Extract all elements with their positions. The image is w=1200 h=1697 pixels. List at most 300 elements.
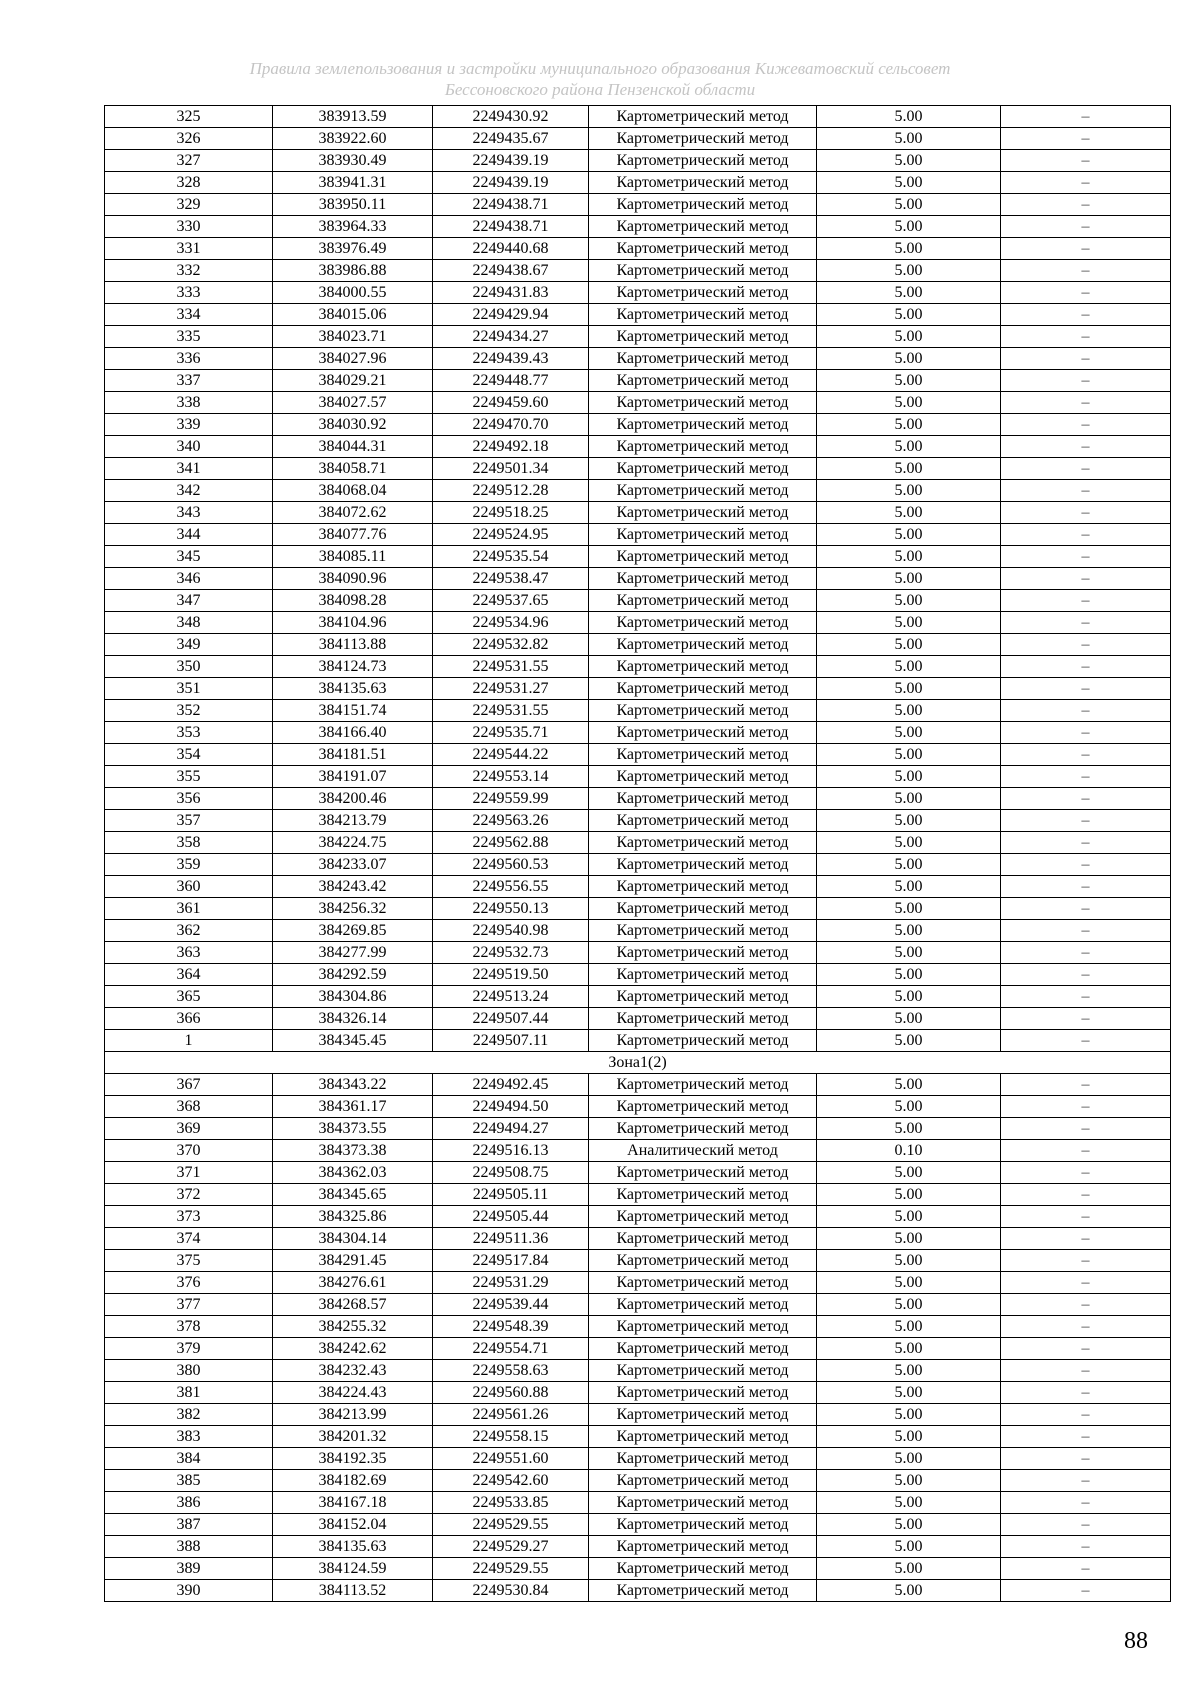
table-row <box>105 106 1171 128</box>
note-cell: – <box>1001 590 1171 612</box>
accuracy-cell: 5.00 <box>817 524 1001 546</box>
accuracy-cell: 5.00 <box>817 854 1001 876</box>
point-number-cell: 343 <box>105 502 273 524</box>
y-coordinate-cell: 2249537.65 <box>433 590 589 612</box>
accuracy-cell: 5.00 <box>817 744 1001 766</box>
table-row <box>105 1250 1171 1272</box>
x-coordinate-cell: 383976.49 <box>273 238 433 260</box>
table-row <box>105 1404 1171 1426</box>
y-coordinate-cell: 2249531.29 <box>433 1272 589 1294</box>
method-cell: Картометрический метод <box>589 150 817 172</box>
x-coordinate-cell: 384030.92 <box>273 414 433 436</box>
accuracy-cell: 5.00 <box>817 766 1001 788</box>
accuracy-cell: 5.00 <box>817 106 1001 128</box>
y-coordinate-cell: 2249563.26 <box>433 810 589 832</box>
note-cell: – <box>1001 1360 1171 1382</box>
method-cell: Картометрический метод <box>589 1404 817 1426</box>
method-cell: Картометрический метод <box>589 282 817 304</box>
y-coordinate-cell: 2249507.11 <box>433 1030 589 1052</box>
point-number-cell: 325 <box>105 106 273 128</box>
accuracy-cell: 5.00 <box>817 458 1001 480</box>
point-number-cell: 331 <box>105 238 273 260</box>
point-number-cell: 330 <box>105 216 273 238</box>
point-number-cell: 385 <box>105 1470 273 1492</box>
y-coordinate-cell: 2249439.19 <box>433 172 589 194</box>
y-coordinate-cell: 2249512.28 <box>433 480 589 502</box>
note-cell: – <box>1001 920 1171 942</box>
method-cell: Картометрический метод <box>589 1382 817 1404</box>
point-number-cell: 356 <box>105 788 273 810</box>
method-cell: Картометрический метод <box>589 546 817 568</box>
note-cell: – <box>1001 1492 1171 1514</box>
method-cell: Картометрический метод <box>589 128 817 150</box>
table-row <box>105 964 1171 986</box>
point-number-cell: 378 <box>105 1316 273 1338</box>
method-cell: Картометрический метод <box>589 1272 817 1294</box>
y-coordinate-cell: 2249531.55 <box>433 656 589 678</box>
y-coordinate-cell: 2249529.27 <box>433 1536 589 1558</box>
zone-header-row <box>105 1052 1171 1074</box>
table-row <box>105 172 1171 194</box>
method-cell: Картометрический метод <box>589 304 817 326</box>
accuracy-cell: 5.00 <box>817 172 1001 194</box>
x-coordinate-cell: 384345.65 <box>273 1184 433 1206</box>
y-coordinate-cell: 2249518.25 <box>433 502 589 524</box>
x-coordinate-cell: 384268.57 <box>273 1294 433 1316</box>
point-number-cell: 360 <box>105 876 273 898</box>
y-coordinate-cell: 2249554.71 <box>433 1338 589 1360</box>
note-cell: – <box>1001 656 1171 678</box>
table-row <box>105 1536 1171 1558</box>
method-cell: Картометрический метод <box>589 1074 817 1096</box>
x-coordinate-cell: 384255.32 <box>273 1316 433 1338</box>
x-coordinate-cell: 384292.59 <box>273 964 433 986</box>
method-cell: Картометрический метод <box>589 1118 817 1140</box>
point-number-cell: 340 <box>105 436 273 458</box>
table-row <box>105 1514 1171 1536</box>
y-coordinate-cell: 2249438.71 <box>433 194 589 216</box>
y-coordinate-cell: 2249494.50 <box>433 1096 589 1118</box>
method-cell: Картометрический метод <box>589 326 817 348</box>
y-coordinate-cell: 2249532.73 <box>433 942 589 964</box>
y-coordinate-cell: 2249438.67 <box>433 260 589 282</box>
method-cell: Картометрический метод <box>589 172 817 194</box>
x-coordinate-cell: 383930.49 <box>273 150 433 172</box>
note-cell: – <box>1001 1096 1171 1118</box>
x-coordinate-cell: 384135.63 <box>273 678 433 700</box>
y-coordinate-cell: 2249470.70 <box>433 414 589 436</box>
point-number-cell: 366 <box>105 1008 273 1030</box>
point-number-cell: 361 <box>105 898 273 920</box>
accuracy-cell: 5.00 <box>817 480 1001 502</box>
y-coordinate-cell: 2249492.45 <box>433 1074 589 1096</box>
point-number-cell: 381 <box>105 1382 273 1404</box>
accuracy-cell: 5.00 <box>817 370 1001 392</box>
method-cell: Картометрический метод <box>589 348 817 370</box>
note-cell: – <box>1001 1030 1171 1052</box>
method-cell: Картометрический метод <box>589 480 817 502</box>
point-number-cell: 382 <box>105 1404 273 1426</box>
y-coordinate-cell: 2249492.18 <box>433 436 589 458</box>
table-row <box>105 216 1171 238</box>
accuracy-cell: 5.00 <box>817 1338 1001 1360</box>
point-number-cell: 350 <box>105 656 273 678</box>
y-coordinate-cell: 2249560.88 <box>433 1382 589 1404</box>
accuracy-cell: 5.00 <box>817 1580 1001 1602</box>
method-cell: Картометрический метод <box>589 1228 817 1250</box>
note-cell: – <box>1001 568 1171 590</box>
table-row <box>105 150 1171 172</box>
x-coordinate-cell: 384326.14 <box>273 1008 433 1030</box>
table-row <box>105 986 1171 1008</box>
note-cell: – <box>1001 986 1171 1008</box>
note-cell: – <box>1001 700 1171 722</box>
table-row <box>105 1360 1171 1382</box>
accuracy-cell: 5.00 <box>817 194 1001 216</box>
method-cell: Картометрический метод <box>589 788 817 810</box>
note-cell: – <box>1001 150 1171 172</box>
method-cell: Картометрический метод <box>589 590 817 612</box>
y-coordinate-cell: 2249530.84 <box>433 1580 589 1602</box>
method-cell: Картометрический метод <box>589 1184 817 1206</box>
x-coordinate-cell: 384242.62 <box>273 1338 433 1360</box>
y-coordinate-cell: 2249429.94 <box>433 304 589 326</box>
accuracy-cell: 5.00 <box>817 1096 1001 1118</box>
note-cell: – <box>1001 194 1171 216</box>
method-cell: Картометрический метод <box>589 1030 817 1052</box>
point-number-cell: 379 <box>105 1338 273 1360</box>
x-coordinate-cell: 384058.71 <box>273 458 433 480</box>
x-coordinate-cell: 384362.03 <box>273 1162 433 1184</box>
table-row <box>105 480 1171 502</box>
note-cell: – <box>1001 282 1171 304</box>
table-row <box>105 414 1171 436</box>
y-coordinate-cell: 2249558.15 <box>433 1426 589 1448</box>
point-number-cell: 363 <box>105 942 273 964</box>
method-cell: Картометрический метод <box>589 1492 817 1514</box>
accuracy-cell: 5.00 <box>817 128 1001 150</box>
point-number-cell: 373 <box>105 1206 273 1228</box>
note-cell: – <box>1001 898 1171 920</box>
table-row <box>105 1008 1171 1030</box>
table-row <box>105 1426 1171 1448</box>
method-cell: Картометрический метод <box>589 986 817 1008</box>
method-cell: Картометрический метод <box>589 260 817 282</box>
coordinates-table <box>104 105 1171 1602</box>
x-coordinate-cell: 384000.55 <box>273 282 433 304</box>
note-cell: – <box>1001 436 1171 458</box>
x-coordinate-cell: 384135.63 <box>273 1536 433 1558</box>
y-coordinate-cell: 2249542.60 <box>433 1470 589 1492</box>
y-coordinate-cell: 2249431.83 <box>433 282 589 304</box>
point-number-cell: 368 <box>105 1096 273 1118</box>
y-coordinate-cell: 2249434.27 <box>433 326 589 348</box>
y-coordinate-cell: 2249448.77 <box>433 370 589 392</box>
note-cell: – <box>1001 216 1171 238</box>
x-coordinate-cell: 384068.04 <box>273 480 433 502</box>
table-row <box>105 920 1171 942</box>
note-cell: – <box>1001 238 1171 260</box>
y-coordinate-cell: 2249439.19 <box>433 150 589 172</box>
method-cell: Картометрический метод <box>589 1426 817 1448</box>
x-coordinate-cell: 384023.71 <box>273 326 433 348</box>
note-cell: – <box>1001 722 1171 744</box>
method-cell: Картометрический метод <box>589 700 817 722</box>
y-coordinate-cell: 2249505.44 <box>433 1206 589 1228</box>
x-coordinate-cell: 384124.59 <box>273 1558 433 1580</box>
note-cell: – <box>1001 1008 1171 1030</box>
point-number-cell: 353 <box>105 722 273 744</box>
accuracy-cell: 5.00 <box>817 568 1001 590</box>
point-number-cell: 327 <box>105 150 273 172</box>
y-coordinate-cell: 2249511.36 <box>433 1228 589 1250</box>
method-cell: Картометрический метод <box>589 1580 817 1602</box>
point-number-cell: 371 <box>105 1162 273 1184</box>
x-coordinate-cell: 384152.04 <box>273 1514 433 1536</box>
x-coordinate-cell: 384277.99 <box>273 942 433 964</box>
accuracy-cell: 5.00 <box>817 348 1001 370</box>
header-line-2: Бессоновского района Пензенской области <box>444 80 756 99</box>
accuracy-cell: 5.00 <box>817 876 1001 898</box>
note-cell: – <box>1001 370 1171 392</box>
table-row <box>105 678 1171 700</box>
header-line-1: Правила землепользования и застройки муниципального образования Кижеватовский сельсовет <box>249 59 951 78</box>
note-cell: – <box>1001 348 1171 370</box>
point-number-cell: 351 <box>105 678 273 700</box>
table-row <box>105 942 1171 964</box>
table-row <box>105 282 1171 304</box>
accuracy-cell: 5.00 <box>817 612 1001 634</box>
table-row <box>105 810 1171 832</box>
note-cell: – <box>1001 480 1171 502</box>
point-number-cell: 354 <box>105 744 273 766</box>
note-cell: – <box>1001 1558 1171 1580</box>
table-row <box>105 194 1171 216</box>
y-coordinate-cell: 2249517.84 <box>433 1250 589 1272</box>
x-coordinate-cell: 384181.51 <box>273 744 433 766</box>
point-number-cell: 375 <box>105 1250 273 1272</box>
note-cell: – <box>1001 304 1171 326</box>
point-number-cell: 337 <box>105 370 273 392</box>
accuracy-cell: 5.00 <box>817 1272 1001 1294</box>
accuracy-cell: 5.00 <box>817 700 1001 722</box>
accuracy-cell: 5.00 <box>817 1470 1001 1492</box>
table-row <box>105 458 1171 480</box>
x-coordinate-cell: 383913.59 <box>273 106 433 128</box>
point-number-cell: 362 <box>105 920 273 942</box>
x-coordinate-cell: 384201.32 <box>273 1426 433 1448</box>
note-cell: – <box>1001 1404 1171 1426</box>
accuracy-cell: 5.00 <box>817 150 1001 172</box>
point-number-cell: 364 <box>105 964 273 986</box>
table-row <box>105 1448 1171 1470</box>
accuracy-cell: 5.00 <box>817 1206 1001 1228</box>
note-cell: – <box>1001 1580 1171 1602</box>
table-row <box>105 1338 1171 1360</box>
x-coordinate-cell: 384124.73 <box>273 656 433 678</box>
y-coordinate-cell: 2249560.53 <box>433 854 589 876</box>
y-coordinate-cell: 2249540.98 <box>433 920 589 942</box>
table-row <box>105 700 1171 722</box>
point-number-cell: 358 <box>105 832 273 854</box>
table-row <box>105 1272 1171 1294</box>
y-coordinate-cell: 2249535.71 <box>433 722 589 744</box>
y-coordinate-cell: 2249513.24 <box>433 986 589 1008</box>
note-cell: – <box>1001 876 1171 898</box>
accuracy-cell: 5.00 <box>817 304 1001 326</box>
note-cell: – <box>1001 1228 1171 1250</box>
table-row <box>105 1030 1171 1052</box>
note-cell: – <box>1001 678 1171 700</box>
x-coordinate-cell: 384361.17 <box>273 1096 433 1118</box>
x-coordinate-cell: 384269.85 <box>273 920 433 942</box>
method-cell: Картометрический метод <box>589 238 817 260</box>
y-coordinate-cell: 2249535.54 <box>433 546 589 568</box>
point-number-cell: 359 <box>105 854 273 876</box>
table-row <box>105 832 1171 854</box>
y-coordinate-cell: 2249435.67 <box>433 128 589 150</box>
table-row <box>105 788 1171 810</box>
note-cell: – <box>1001 832 1171 854</box>
x-coordinate-cell: 384373.38 <box>273 1140 433 1162</box>
note-cell: – <box>1001 546 1171 568</box>
x-coordinate-cell: 383941.31 <box>273 172 433 194</box>
method-cell: Картометрический метод <box>589 216 817 238</box>
note-cell: – <box>1001 1536 1171 1558</box>
point-number-cell: 389 <box>105 1558 273 1580</box>
accuracy-cell: 5.00 <box>817 1426 1001 1448</box>
accuracy-cell: 5.00 <box>817 216 1001 238</box>
x-coordinate-cell: 384085.11 <box>273 546 433 568</box>
method-cell: Картометрический метод <box>589 964 817 986</box>
table-row <box>105 238 1171 260</box>
method-cell: Картометрический метод <box>589 1558 817 1580</box>
point-number-cell: 1 <box>105 1030 273 1052</box>
x-coordinate-cell: 384167.18 <box>273 1492 433 1514</box>
y-coordinate-cell: 2249561.26 <box>433 1404 589 1426</box>
method-cell: Картометрический метод <box>589 1514 817 1536</box>
accuracy-cell: 5.00 <box>817 722 1001 744</box>
point-number-cell: 370 <box>105 1140 273 1162</box>
x-coordinate-cell: 383950.11 <box>273 194 433 216</box>
accuracy-cell: 5.00 <box>817 1448 1001 1470</box>
y-coordinate-cell: 2249459.60 <box>433 392 589 414</box>
note-cell: – <box>1001 1140 1171 1162</box>
table-row <box>105 1118 1171 1140</box>
accuracy-cell: 5.00 <box>817 414 1001 436</box>
point-number-cell: 348 <box>105 612 273 634</box>
x-coordinate-cell: 384343.22 <box>273 1074 433 1096</box>
table-row <box>105 326 1171 348</box>
method-cell: Картометрический метод <box>589 1360 817 1382</box>
method-cell: Картометрический метод <box>589 392 817 414</box>
note-cell: – <box>1001 1448 1171 1470</box>
method-cell: Аналитический метод <box>589 1140 817 1162</box>
point-number-cell: 342 <box>105 480 273 502</box>
accuracy-cell: 5.00 <box>817 1536 1001 1558</box>
accuracy-cell: 5.00 <box>817 326 1001 348</box>
accuracy-cell: 5.00 <box>817 238 1001 260</box>
point-number-cell: 344 <box>105 524 273 546</box>
table-row <box>105 744 1171 766</box>
method-cell: Картометрический метод <box>589 436 817 458</box>
table-row <box>105 590 1171 612</box>
table-row <box>105 656 1171 678</box>
y-coordinate-cell: 2249439.43 <box>433 348 589 370</box>
point-number-cell: 341 <box>105 458 273 480</box>
accuracy-cell: 5.00 <box>817 1558 1001 1580</box>
note-cell: – <box>1001 854 1171 876</box>
point-number-cell: 329 <box>105 194 273 216</box>
accuracy-cell: 5.00 <box>817 1514 1001 1536</box>
y-coordinate-cell: 2249556.55 <box>433 876 589 898</box>
point-number-cell: 357 <box>105 810 273 832</box>
table-row <box>105 1316 1171 1338</box>
y-coordinate-cell: 2249529.55 <box>433 1514 589 1536</box>
accuracy-cell: 5.00 <box>817 788 1001 810</box>
table-row <box>105 436 1171 458</box>
method-cell: Картометрический метод <box>589 1096 817 1118</box>
x-coordinate-cell: 384077.76 <box>273 524 433 546</box>
table-row <box>105 1096 1171 1118</box>
point-number-cell: 345 <box>105 546 273 568</box>
x-coordinate-cell: 384224.43 <box>273 1382 433 1404</box>
method-cell: Картометрический метод <box>589 194 817 216</box>
point-number-cell: 365 <box>105 986 273 1008</box>
point-number-cell: 334 <box>105 304 273 326</box>
table-row <box>105 722 1171 744</box>
accuracy-cell: 5.00 <box>817 1162 1001 1184</box>
accuracy-cell: 5.00 <box>817 1008 1001 1030</box>
note-cell: – <box>1001 942 1171 964</box>
y-coordinate-cell: 2249519.50 <box>433 964 589 986</box>
y-coordinate-cell: 2249534.96 <box>433 612 589 634</box>
method-cell: Картометрический метод <box>589 502 817 524</box>
x-coordinate-cell: 384233.07 <box>273 854 433 876</box>
point-number-cell: 352 <box>105 700 273 722</box>
accuracy-cell: 5.00 <box>817 260 1001 282</box>
accuracy-cell: 5.00 <box>817 832 1001 854</box>
table-row <box>105 876 1171 898</box>
table-row <box>105 304 1171 326</box>
point-number-cell: 326 <box>105 128 273 150</box>
point-number-cell: 328 <box>105 172 273 194</box>
point-number-cell: 374 <box>105 1228 273 1250</box>
note-cell: – <box>1001 1338 1171 1360</box>
accuracy-cell: 5.00 <box>817 282 1001 304</box>
table-row <box>105 348 1171 370</box>
x-coordinate-cell: 384027.96 <box>273 348 433 370</box>
method-cell: Картометрический метод <box>589 920 817 942</box>
x-coordinate-cell: 384304.14 <box>273 1228 433 1250</box>
y-coordinate-cell: 2249538.47 <box>433 568 589 590</box>
note-cell: – <box>1001 1206 1171 1228</box>
accuracy-cell: 5.00 <box>817 634 1001 656</box>
y-coordinate-cell: 2249533.85 <box>433 1492 589 1514</box>
method-cell: Картометрический метод <box>589 766 817 788</box>
point-number-cell: 377 <box>105 1294 273 1316</box>
y-coordinate-cell: 2249494.27 <box>433 1118 589 1140</box>
table-row <box>105 260 1171 282</box>
point-number-cell: 336 <box>105 348 273 370</box>
method-cell: Картометрический метод <box>589 458 817 480</box>
accuracy-cell: 5.00 <box>817 1118 1001 1140</box>
method-cell: Картометрический метод <box>589 854 817 876</box>
table-row <box>105 1294 1171 1316</box>
table-row <box>105 546 1171 568</box>
accuracy-cell: 5.00 <box>817 1316 1001 1338</box>
x-coordinate-cell: 384291.45 <box>273 1250 433 1272</box>
